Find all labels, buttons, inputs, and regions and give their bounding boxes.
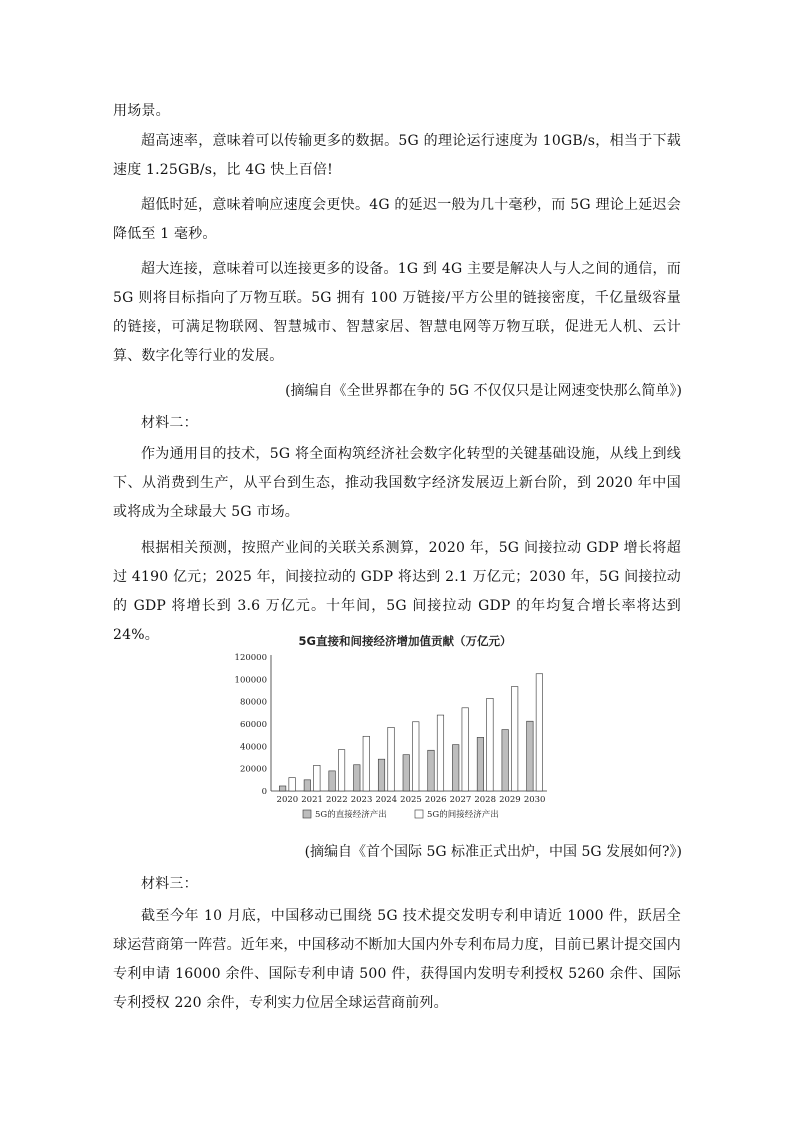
material-3-heading: 材料三： — [141, 876, 198, 892]
chart-title: 5G直接和间接经济增加值贡献（万亿元） — [298, 634, 512, 648]
x-tick-label: 2029 — [499, 795, 521, 805]
bar-direct-output — [329, 771, 336, 791]
bar-indirect-output — [536, 674, 543, 791]
paragraph-material-2: 作为通用目的技术，5G 将全面构筑经济社会数字化转型的关键基础设施，从线上到线下、从消费到生产，从平台到生态，推动我国数字经济发展迈上新台阶，到 2020 年中国或将成为全球最大 5G 市场。 — [113, 446, 681, 520]
bar-direct-output — [403, 755, 410, 791]
legend-swatch-direct — [303, 810, 311, 818]
bar-direct-output — [428, 750, 435, 791]
bar-direct-output — [502, 730, 509, 791]
bar-direct-output — [477, 737, 484, 791]
bar-direct-output — [527, 721, 534, 791]
bar-indirect-output — [437, 715, 444, 791]
paragraph-material-3: 截至今年 10 月底，中国移动已围绕 5G 技术提交发明专利申请近 1000 件，跃居全球运营商第一阵营。近年来，中国移动不断加大国内外专利布局力度，目前已累计提交国内专利申请 16000 余件、国际专利申请 500 件，获得国内发明专利授权 5260 余件、国际专利授权 220 余件，专利实力位居全球运营商前列。 — [113, 908, 681, 1011]
gdp-contribution-chart — [234, 633, 555, 829]
source-citation-1: (摘编自《全世界都在争的 5G 不仅仅只是让网速变快那么简单》) — [285, 383, 682, 399]
x-tick-label: 2022 — [325, 795, 348, 805]
bar-indirect-output — [413, 722, 420, 791]
y-tick-label: 80000 — [239, 697, 267, 708]
bar-direct-output — [354, 765, 361, 791]
chart-svg — [234, 633, 555, 829]
paragraph-low-latency: 超低时延，意味着响应速度会更快。4G 的延迟一般为几十毫秒，而 5G 理论上延迟会降低至 1 毫秒。 — [113, 197, 681, 242]
legend-label-direct: 5G的直接经济产出 — [315, 810, 387, 820]
y-tick-label: 40000 — [239, 742, 267, 753]
paragraph-massive-connection: 超大连接，意味着可以连接更多的设备。1G 到 4G 主要是解决人与人之间的通信，而 5G 则将目标指向了万物互联。5G 拥有 100 万链接/平方公里的链接密度，千亿量级容量的链接，可满足物联网、智慧城市、智慧家居、智慧电网等万物互联，促进无人机、云计算、数字化等行业的发展。 — [113, 261, 681, 364]
y-tick-label: 60000 — [239, 720, 267, 730]
bar-indirect-output — [314, 765, 321, 791]
x-tick-label: 2025 — [400, 795, 422, 805]
x-tick-label: 2027 — [449, 795, 472, 805]
bar-indirect-output — [289, 778, 296, 791]
bar-indirect-output — [487, 698, 494, 791]
bar-indirect-output — [388, 727, 395, 791]
x-tick-label: 2024 — [375, 795, 398, 805]
bar-indirect-output — [338, 750, 345, 791]
x-tick-label: 2021 — [301, 795, 323, 805]
x-tick-label: 2026 — [424, 795, 447, 805]
x-tick-label: 2028 — [474, 795, 497, 805]
bar-direct-output — [279, 786, 286, 791]
y-tick-label: 20000 — [239, 764, 267, 775]
y-tick-label: 100000 — [234, 675, 267, 686]
y-tick-label: 0 — [261, 787, 267, 797]
paragraph-high-speed: 超高速率，意味着可以传输更多的数据。5G 的理论运行速度为 10GB/s，相当于下载速度 1.25GB/s，比 4G 快上百倍! — [113, 133, 681, 178]
bar-indirect-output — [363, 736, 370, 791]
bar-direct-output — [378, 759, 385, 791]
source-citation-2: (摘编自《首个国际 5G 标准正式出炉，中国 5G 发展如何?》) — [304, 844, 682, 860]
x-tick-label: 2030 — [523, 795, 546, 805]
paragraph-forecast: 根据相关预测，按照产业间的关联关系测算，2020 年，5G 间接拉动 GDP 增长将超过 4190 亿元；2025 年，间接拉动的 GDP 将达到 2.1 万亿元；2030 年，5G 间接拉动的 GDP 将增长到 3.6 万亿元。十年间，5G 间接拉动 GDP 的年均复合增长率将达到 24%。 — [113, 540, 681, 643]
material-2-heading: 材料二： — [141, 415, 198, 431]
bar-direct-output — [304, 780, 311, 791]
y-tick-label: 120000 — [234, 653, 267, 663]
x-tick-label: 2020 — [276, 795, 299, 805]
bar-direct-output — [452, 745, 459, 791]
x-tick-label: 2023 — [350, 795, 373, 805]
bar-indirect-output — [511, 687, 517, 791]
legend-label-indirect: 5G的间接经济产出 — [427, 810, 499, 820]
bar-indirect-output — [462, 708, 469, 791]
legend-swatch-indirect — [415, 810, 423, 818]
paragraph-continuation: 用场景。 — [113, 103, 170, 119]
